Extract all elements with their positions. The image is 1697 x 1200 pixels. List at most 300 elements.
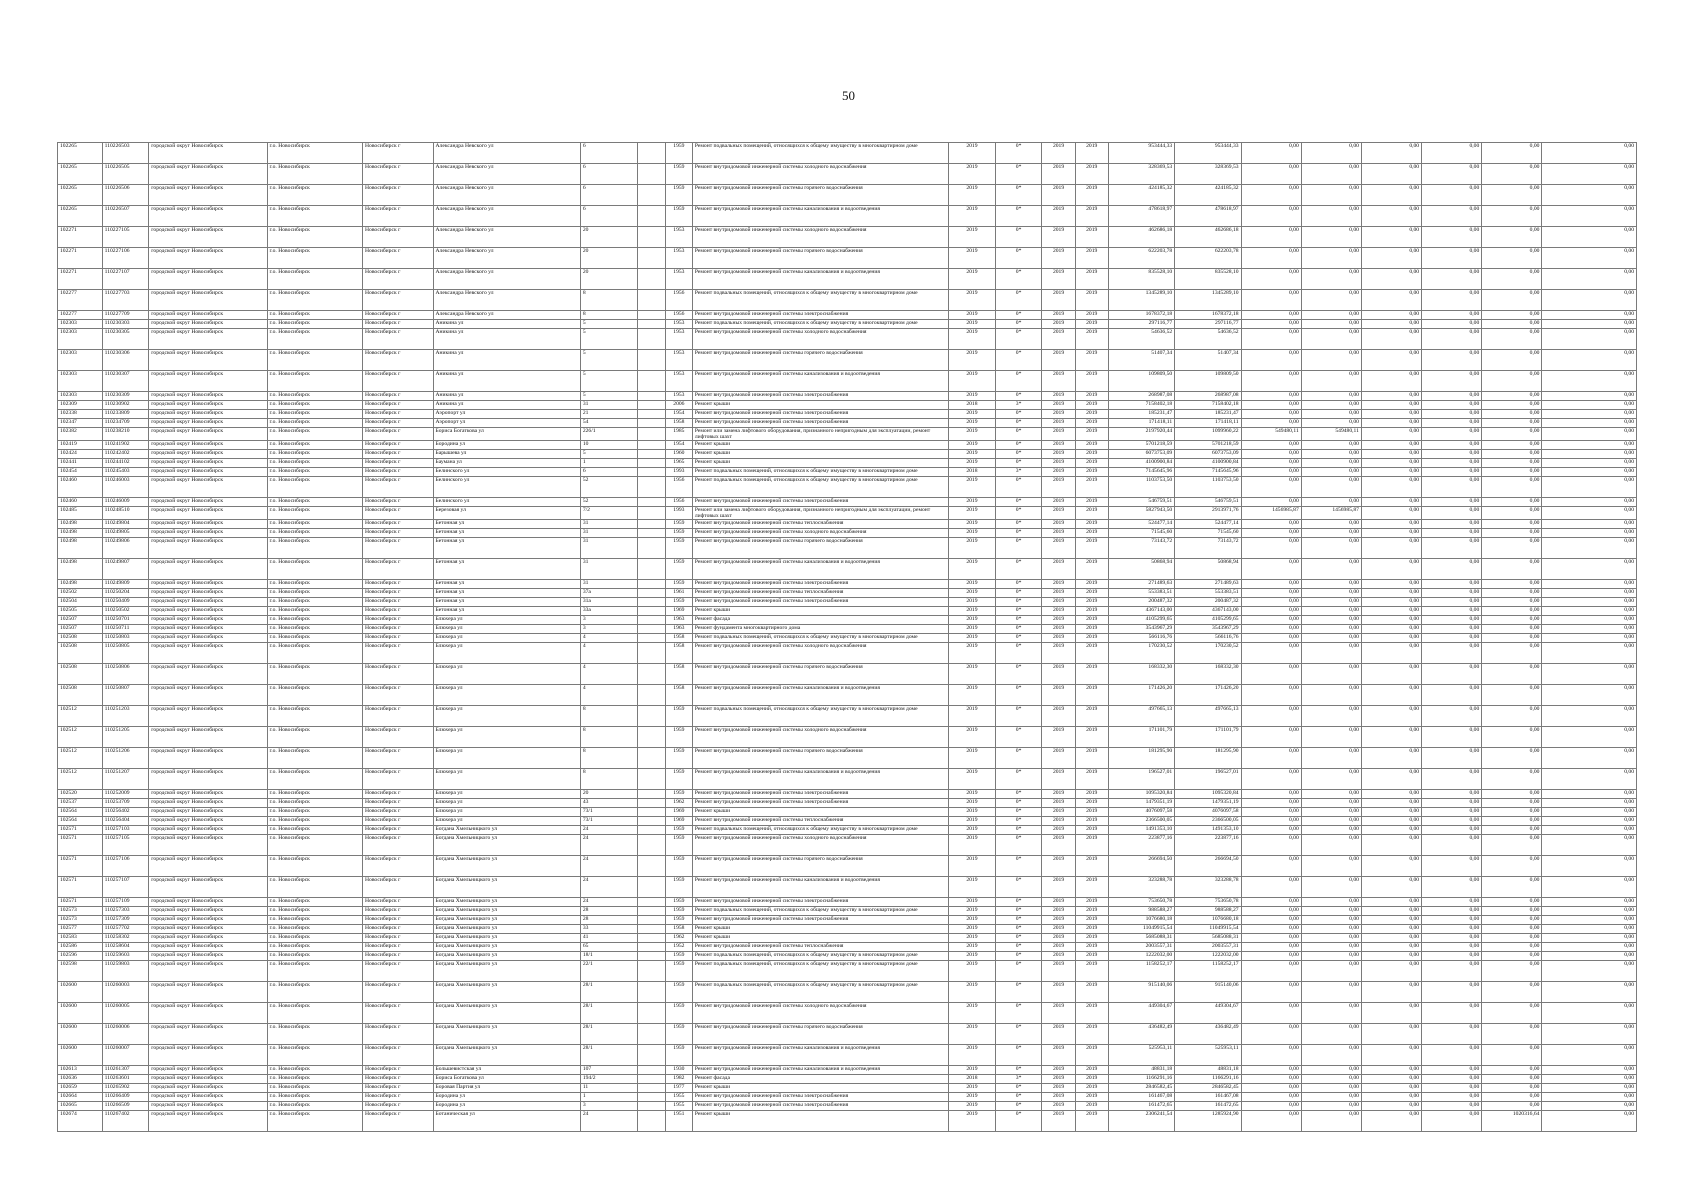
federal-cell: 0,00 bbox=[1241, 817, 1301, 826]
locality-cell: Новосибирск г bbox=[362, 164, 433, 185]
work-id: 110250502 bbox=[102, 607, 149, 616]
locality-cell: Новосибирск г bbox=[362, 817, 433, 826]
locality-cell: Новосибирск г bbox=[362, 580, 433, 589]
locality-cell: Новосибирск г bbox=[362, 727, 433, 748]
work-type-cell: Ремонт внутридомовой инженерной системы горячего водоснабжения bbox=[692, 350, 948, 371]
house-number-cell: 24 bbox=[580, 1111, 637, 1132]
locality-cell: Новосибирск г bbox=[362, 664, 433, 685]
start-year-cell: 2019 bbox=[1042, 580, 1075, 589]
plan-year-cell: 2019 bbox=[949, 952, 996, 961]
letter-cell bbox=[637, 538, 665, 559]
locality-cell: Новосибирск г bbox=[362, 419, 433, 428]
total-cost-cell: 424185,32 bbox=[1108, 185, 1174, 206]
street-cell: Бориса Богаткова ул bbox=[433, 428, 580, 441]
work-id: 110257303 bbox=[102, 907, 149, 916]
code-cell: 0* bbox=[995, 290, 1042, 311]
regional-fund-cell: 7158402,18 bbox=[1175, 401, 1241, 410]
house-id: 102460 bbox=[58, 477, 103, 498]
federal-cell: 0,00 bbox=[1241, 206, 1301, 227]
work-type-cell: Ремонт внутридомовой инженерной системы холодного водоснабжения bbox=[692, 1003, 948, 1024]
regional-fund-cell: 3543967,29 bbox=[1175, 625, 1241, 634]
start-year-cell: 2019 bbox=[1042, 934, 1075, 943]
letter-cell bbox=[637, 580, 665, 589]
district-cell: г.о. Новосибирск bbox=[267, 925, 362, 934]
end-year-cell: 2019 bbox=[1075, 925, 1108, 934]
owners-cell: 0,00 bbox=[1422, 320, 1482, 329]
regional-fund-cell: 4367143,00 bbox=[1175, 607, 1241, 616]
repair-schedule-table bbox=[57, 142, 1637, 1132]
build-year-cell: 1956 bbox=[665, 290, 692, 311]
start-year-cell: 2019 bbox=[1042, 643, 1075, 664]
total-cost-cell: 1095320,84 bbox=[1108, 790, 1174, 799]
letter-cell bbox=[637, 320, 665, 329]
extra-cell: 0,00 bbox=[1542, 320, 1637, 329]
federal-cell: 0,00 bbox=[1241, 1102, 1301, 1111]
other-cell: 0,00 bbox=[1482, 856, 1542, 877]
district-cell: г.о. Новосибирск bbox=[267, 248, 362, 269]
region-cell: 0,00 bbox=[1301, 934, 1361, 943]
code-cell: 3* bbox=[995, 1075, 1042, 1084]
street-cell: Александра Невского ул bbox=[433, 290, 580, 311]
house-number-cell: 20 bbox=[580, 248, 637, 269]
start-year-cell: 2019 bbox=[1042, 925, 1075, 934]
build-year-cell: 1959 bbox=[665, 598, 692, 607]
plan-year-cell: 2019 bbox=[949, 748, 996, 769]
letter-cell bbox=[637, 685, 665, 706]
total-cost-cell: 50868,94 bbox=[1108, 559, 1174, 580]
municipality-cell: городской округ Новосибирск bbox=[149, 401, 267, 410]
owners-cell: 0,00 bbox=[1422, 817, 1482, 826]
plan-year-cell: 2019 bbox=[949, 164, 996, 185]
build-year-cell: 1959 bbox=[665, 790, 692, 799]
letter-cell bbox=[637, 748, 665, 769]
house-id: 102665 bbox=[58, 1102, 103, 1111]
local-cell: 0,00 bbox=[1361, 877, 1421, 898]
code-cell: 0* bbox=[995, 934, 1042, 943]
page-number: 50 bbox=[842, 88, 855, 103]
regional-fund-cell: 5701218,59 bbox=[1175, 441, 1241, 450]
district-cell: г.о. Новосибирск bbox=[267, 410, 362, 419]
house-id: 102441 bbox=[58, 459, 103, 468]
locality-cell: Новосибирск г bbox=[362, 748, 433, 769]
street-cell: Блюхера ул bbox=[433, 664, 580, 685]
federal-cell: 0,00 bbox=[1241, 401, 1301, 410]
local-cell: 0,00 bbox=[1361, 1024, 1421, 1045]
region-cell: 0,00 bbox=[1301, 269, 1361, 290]
table-row bbox=[58, 206, 1637, 227]
plan-year-cell: 2019 bbox=[949, 835, 996, 856]
end-year-cell: 2019 bbox=[1075, 808, 1108, 817]
work-id: 110256404 bbox=[102, 817, 149, 826]
table-row bbox=[58, 371, 1637, 392]
municipality-cell: городской округ Новосибирск bbox=[149, 580, 267, 589]
federal-cell: 0,00 bbox=[1241, 643, 1301, 664]
plan-year-cell: 2019 bbox=[949, 410, 996, 419]
work-id: 110252009 bbox=[102, 790, 149, 799]
house-number-cell: 3 bbox=[580, 625, 637, 634]
table-row bbox=[58, 1024, 1637, 1045]
region-cell: 0,00 bbox=[1301, 248, 1361, 269]
total-cost-cell: 2306241,54 bbox=[1108, 1111, 1174, 1132]
locality-cell: Новосибирск г bbox=[362, 507, 433, 520]
local-cell: 0,00 bbox=[1361, 790, 1421, 799]
region-cell: 0,00 bbox=[1301, 459, 1361, 468]
owners-cell: 0,00 bbox=[1422, 664, 1482, 685]
house-number-cell: 73/1 bbox=[580, 808, 637, 817]
extra-cell: 0,00 bbox=[1542, 428, 1637, 441]
house-id: 102571 bbox=[58, 877, 103, 898]
start-year-cell: 2019 bbox=[1042, 982, 1075, 1003]
extra-cell: 0,00 bbox=[1542, 164, 1637, 185]
owners-cell: 0,00 bbox=[1422, 520, 1482, 529]
other-cell: 0,00 bbox=[1482, 371, 1542, 392]
build-year-cell: 1959 bbox=[665, 952, 692, 961]
local-cell: 0,00 bbox=[1361, 835, 1421, 856]
total-cost-cell: 2366500,05 bbox=[1108, 817, 1174, 826]
work-id: 110226503 bbox=[102, 143, 149, 164]
other-cell: 0,00 bbox=[1482, 685, 1542, 706]
end-year-cell: 2019 bbox=[1075, 685, 1108, 706]
house-number-cell: 1 bbox=[580, 1093, 637, 1102]
work-id: 110259803 bbox=[102, 961, 149, 982]
federal-cell: 0,00 bbox=[1241, 1084, 1301, 1093]
locality-cell: Новосибирск г bbox=[362, 826, 433, 835]
other-cell: 0,00 bbox=[1482, 450, 1542, 459]
build-year-cell: 1958 bbox=[665, 634, 692, 643]
plan-year-cell: 2019 bbox=[949, 925, 996, 934]
owners-cell: 0,00 bbox=[1422, 477, 1482, 498]
federal-cell: 0,00 bbox=[1241, 450, 1301, 459]
start-year-cell: 2019 bbox=[1042, 769, 1075, 790]
house-id: 102600 bbox=[58, 982, 103, 1003]
work-type-cell: Ремонт фундамента многоквартирного дома bbox=[692, 625, 948, 634]
start-year-cell: 2019 bbox=[1042, 598, 1075, 607]
federal-cell: 0,00 bbox=[1241, 410, 1301, 419]
house-number-cell: 4 bbox=[580, 643, 637, 664]
table-row bbox=[58, 392, 1637, 401]
regional-fund-cell: 161467,08 bbox=[1175, 1093, 1241, 1102]
code-cell: 0* bbox=[995, 808, 1042, 817]
municipality-cell: городской округ Новосибирск bbox=[149, 1111, 267, 1132]
regional-fund-cell: 1158252,17 bbox=[1175, 961, 1241, 982]
other-cell: 0,00 bbox=[1482, 1045, 1542, 1066]
region-cell: 0,00 bbox=[1301, 952, 1361, 961]
plan-year-cell: 2019 bbox=[949, 371, 996, 392]
build-year-cell: 1956 bbox=[665, 498, 692, 507]
house-number-cell: 31 bbox=[580, 580, 637, 589]
total-cost-cell: 497665,13 bbox=[1108, 706, 1174, 727]
district-cell: г.о. Новосибирск bbox=[267, 898, 362, 907]
other-cell: 0,00 bbox=[1482, 598, 1542, 607]
region-cell: 0,00 bbox=[1301, 634, 1361, 643]
federal-cell: 0,00 bbox=[1241, 826, 1301, 835]
table-row bbox=[58, 769, 1637, 790]
municipality-cell: городской округ Новосибирск bbox=[149, 185, 267, 206]
house-id: 102564 bbox=[58, 808, 103, 817]
federal-cell: 0,00 bbox=[1241, 589, 1301, 598]
region-cell: 0,00 bbox=[1301, 982, 1361, 1003]
table-row bbox=[58, 450, 1637, 459]
other-cell: 0,00 bbox=[1482, 428, 1542, 441]
build-year-cell: 1959 bbox=[665, 898, 692, 907]
letter-cell bbox=[637, 428, 665, 441]
total-cost-cell: 1166291,16 bbox=[1108, 1075, 1174, 1084]
federal-cell: 549480,11 bbox=[1241, 428, 1301, 441]
extra-cell: 0,00 bbox=[1542, 350, 1637, 371]
street-cell: Белинского ул bbox=[433, 477, 580, 498]
build-year-cell: 1953 bbox=[665, 392, 692, 401]
code-cell: 0* bbox=[995, 1024, 1042, 1045]
region-cell: 0,00 bbox=[1301, 799, 1361, 808]
letter-cell bbox=[637, 835, 665, 856]
letter-cell bbox=[637, 898, 665, 907]
regional-fund-cell: 168332,30 bbox=[1175, 664, 1241, 685]
house-id: 102573 bbox=[58, 907, 103, 916]
house-number-cell: 4 bbox=[580, 634, 637, 643]
owners-cell: 0,00 bbox=[1422, 616, 1482, 625]
total-cost-cell: 11049915,54 bbox=[1108, 925, 1174, 934]
municipality-cell: городской округ Новосибирск bbox=[149, 290, 267, 311]
owners-cell: 0,00 bbox=[1422, 634, 1482, 643]
total-cost-cell: 525953,11 bbox=[1108, 1045, 1174, 1066]
start-year-cell: 2019 bbox=[1042, 428, 1075, 441]
total-cost-cell: 436482,49 bbox=[1108, 1024, 1174, 1045]
plan-year-cell: 2019 bbox=[949, 227, 996, 248]
table-row bbox=[58, 1045, 1637, 1066]
owners-cell: 0,00 bbox=[1422, 1024, 1482, 1045]
local-cell: 0,00 bbox=[1361, 227, 1421, 248]
federal-cell: 0,00 bbox=[1241, 269, 1301, 290]
end-year-cell: 2019 bbox=[1075, 799, 1108, 808]
work-type-cell: Ремонт внутридомовой инженерной системы теплоснабжения bbox=[692, 520, 948, 529]
house-number-cell: 24 bbox=[580, 877, 637, 898]
district-cell: г.о. Новосибирск bbox=[267, 748, 362, 769]
total-cost-cell: 1345289,10 bbox=[1108, 290, 1174, 311]
district-cell: г.о. Новосибирск bbox=[267, 538, 362, 559]
federal-cell: 0,00 bbox=[1241, 982, 1301, 1003]
letter-cell bbox=[637, 401, 665, 410]
start-year-cell: 2019 bbox=[1042, 559, 1075, 580]
letter-cell bbox=[637, 477, 665, 498]
total-cost-cell: 622203,78 bbox=[1108, 248, 1174, 269]
plan-year-cell: 2019 bbox=[949, 1066, 996, 1075]
local-cell: 0,00 bbox=[1361, 943, 1421, 952]
start-year-cell: 2019 bbox=[1042, 507, 1075, 520]
house-number-cell: 20 bbox=[580, 269, 637, 290]
other-cell: 0,00 bbox=[1482, 143, 1542, 164]
work-id: 110230303 bbox=[102, 320, 149, 329]
locality-cell: Новосибирск г bbox=[362, 459, 433, 468]
other-cell: 0,00 bbox=[1482, 1075, 1542, 1084]
regional-fund-cell: 2913971,76 bbox=[1175, 507, 1241, 520]
house-id: 102504 bbox=[58, 598, 103, 607]
owners-cell: 0,00 bbox=[1422, 934, 1482, 943]
table-row bbox=[58, 1066, 1637, 1075]
regional-fund-cell: 48831,18 bbox=[1175, 1066, 1241, 1075]
street-cell: Блюхера ул bbox=[433, 706, 580, 727]
letter-cell bbox=[637, 290, 665, 311]
total-cost-cell: 328369,53 bbox=[1108, 164, 1174, 185]
local-cell: 0,00 bbox=[1361, 143, 1421, 164]
local-cell: 0,00 bbox=[1361, 311, 1421, 320]
street-cell: Бетонная ул bbox=[433, 520, 580, 529]
start-year-cell: 2019 bbox=[1042, 607, 1075, 616]
regional-fund-cell: 1166291,16 bbox=[1175, 1075, 1241, 1084]
other-cell: 0,00 bbox=[1482, 727, 1542, 748]
municipality-cell: городской округ Новосибирск bbox=[149, 1024, 267, 1045]
region-cell: 0,00 bbox=[1301, 877, 1361, 898]
street-cell: Александра Невского ул bbox=[433, 269, 580, 290]
owners-cell: 0,00 bbox=[1422, 898, 1482, 907]
locality-cell: Новосибирск г bbox=[362, 706, 433, 727]
work-type-cell: Ремонт подвальных помещений, относящихся к общему имуществу в многоквартирном доме bbox=[692, 982, 948, 1003]
local-cell: 0,00 bbox=[1361, 329, 1421, 350]
district-cell: г.о. Новосибирск bbox=[267, 877, 362, 898]
district-cell: г.о. Новосибирск bbox=[267, 1111, 362, 1132]
district-cell: г.о. Новосибирск bbox=[267, 961, 362, 982]
plan-year-cell: 2019 bbox=[949, 507, 996, 520]
letter-cell bbox=[637, 350, 665, 371]
locality-cell: Новосибирск г bbox=[362, 392, 433, 401]
municipality-cell: городской округ Новосибирск bbox=[149, 428, 267, 441]
extra-cell: 0,00 bbox=[1542, 943, 1637, 952]
locality-cell: Новосибирск г bbox=[362, 468, 433, 477]
letter-cell bbox=[637, 961, 665, 982]
owners-cell: 0,00 bbox=[1422, 529, 1482, 538]
letter-cell bbox=[637, 419, 665, 428]
start-year-cell: 2019 bbox=[1042, 898, 1075, 907]
plan-year-cell: 2019 bbox=[949, 559, 996, 580]
end-year-cell: 2019 bbox=[1075, 371, 1108, 392]
regional-fund-cell: 297116,77 bbox=[1175, 320, 1241, 329]
total-cost-cell: 5685088,31 bbox=[1108, 934, 1174, 943]
other-cell: 0,00 bbox=[1482, 1102, 1542, 1111]
federal-cell: 0,00 bbox=[1241, 559, 1301, 580]
letter-cell bbox=[637, 625, 665, 634]
federal-cell: 0,00 bbox=[1241, 164, 1301, 185]
total-cost-cell: 4100900,84 bbox=[1108, 459, 1174, 468]
end-year-cell: 2019 bbox=[1075, 826, 1108, 835]
end-year-cell: 2019 bbox=[1075, 1093, 1108, 1102]
house-id: 102508 bbox=[58, 634, 103, 643]
house-id: 102508 bbox=[58, 643, 103, 664]
plan-year-cell: 2019 bbox=[949, 248, 996, 269]
house-number-cell: 6 bbox=[580, 206, 637, 227]
end-year-cell: 2019 bbox=[1075, 350, 1108, 371]
start-year-cell: 2019 bbox=[1042, 625, 1075, 634]
other-cell: 0,00 bbox=[1482, 925, 1542, 934]
region-cell: 549480,11 bbox=[1301, 428, 1361, 441]
federal-cell: 0,00 bbox=[1241, 907, 1301, 916]
house-id: 102508 bbox=[58, 664, 103, 685]
house-number-cell: 31 bbox=[580, 559, 637, 580]
district-cell: г.о. Новосибирск bbox=[267, 450, 362, 459]
end-year-cell: 2019 bbox=[1075, 320, 1108, 329]
work-type-cell: Ремонт внутридомовой инженерной системы канализования и водоотведения bbox=[692, 769, 948, 790]
district-cell: г.о. Новосибирск bbox=[267, 685, 362, 706]
code-cell: 0* bbox=[995, 1003, 1042, 1024]
start-year-cell: 2019 bbox=[1042, 952, 1075, 961]
municipality-cell: городской округ Новосибирск bbox=[149, 143, 267, 164]
regional-fund-cell: 566116,76 bbox=[1175, 634, 1241, 643]
owners-cell: 0,00 bbox=[1422, 826, 1482, 835]
code-cell: 3* bbox=[995, 401, 1042, 410]
street-cell: Богдана Хмельницкого ул bbox=[433, 826, 580, 835]
start-year-cell: 2019 bbox=[1042, 1003, 1075, 1024]
plan-year-cell: 2019 bbox=[949, 1111, 996, 1132]
extra-cell: 0,00 bbox=[1542, 520, 1637, 529]
work-type-cell: Ремонт подвальных помещений, относящихся к общему имуществу в многоквартирном доме bbox=[692, 634, 948, 643]
house-id: 102277 bbox=[58, 311, 103, 320]
start-year-cell: 2019 bbox=[1042, 1111, 1075, 1132]
district-cell: г.о. Новосибирск bbox=[267, 428, 362, 441]
end-year-cell: 2019 bbox=[1075, 982, 1108, 1003]
other-cell: 0,00 bbox=[1482, 934, 1542, 943]
house-id: 102277 bbox=[58, 290, 103, 311]
local-cell: 0,00 bbox=[1361, 392, 1421, 401]
local-cell: 0,00 bbox=[1361, 401, 1421, 410]
end-year-cell: 2019 bbox=[1075, 329, 1108, 350]
regional-fund-cell: 524477,14 bbox=[1175, 520, 1241, 529]
build-year-cell: 1959 bbox=[665, 826, 692, 835]
code-cell: 0* bbox=[995, 428, 1042, 441]
owners-cell: 0,00 bbox=[1422, 790, 1482, 799]
extra-cell: 0,00 bbox=[1542, 538, 1637, 559]
locality-cell: Новосибирск г bbox=[362, 290, 433, 311]
table-row bbox=[58, 468, 1637, 477]
table-row bbox=[58, 1102, 1637, 1111]
house-number-cell: 6 bbox=[580, 468, 637, 477]
work-type-cell: Ремонт внутридомовой инженерной системы горячего водоснабжения bbox=[692, 748, 948, 769]
extra-cell: 0,00 bbox=[1542, 589, 1637, 598]
house-id: 102382 bbox=[58, 428, 103, 441]
federal-cell: 0,00 bbox=[1241, 311, 1301, 320]
work-type-cell: Ремонт внутридомовой инженерной системы канализования и водоотведения bbox=[692, 877, 948, 898]
owners-cell: 0,00 bbox=[1422, 290, 1482, 311]
street-cell: Бетонная ул bbox=[433, 580, 580, 589]
extra-cell: 0,00 bbox=[1542, 748, 1637, 769]
local-cell: 0,00 bbox=[1361, 507, 1421, 520]
work-id: 110257106 bbox=[102, 856, 149, 877]
extra-cell: 0,00 bbox=[1542, 877, 1637, 898]
table-row bbox=[58, 185, 1637, 206]
region-cell: 0,00 bbox=[1301, 961, 1361, 982]
work-type-cell: Ремонт подвальных помещений, относящихся к общему имуществу в многоквартирном доме bbox=[692, 826, 948, 835]
build-year-cell: 1959 bbox=[665, 856, 692, 877]
locality-cell: Новосибирск г bbox=[362, 1024, 433, 1045]
street-cell: Аникина ул bbox=[433, 371, 580, 392]
work-id: 110226507 bbox=[102, 206, 149, 227]
other-cell: 0,00 bbox=[1482, 350, 1542, 371]
total-cost-cell: 478618,97 bbox=[1108, 206, 1174, 227]
letter-cell bbox=[637, 856, 665, 877]
end-year-cell: 2019 bbox=[1075, 634, 1108, 643]
local-cell: 0,00 bbox=[1361, 1111, 1421, 1132]
owners-cell: 0,00 bbox=[1422, 419, 1482, 428]
locality-cell: Новосибирск г bbox=[362, 961, 433, 982]
extra-cell: 0,00 bbox=[1542, 799, 1637, 808]
letter-cell bbox=[637, 616, 665, 625]
street-cell: Богдана Хмельницкого ул bbox=[433, 916, 580, 925]
work-id: 110245403 bbox=[102, 468, 149, 477]
end-year-cell: 2019 bbox=[1075, 934, 1108, 943]
work-type-cell: Ремонт внутридомовой инженерной системы канализования и водоотведения bbox=[692, 1045, 948, 1066]
locality-cell: Новосибирск г bbox=[362, 1093, 433, 1102]
house-id: 102613 bbox=[58, 1066, 103, 1075]
regional-fund-cell: 171418,11 bbox=[1175, 419, 1241, 428]
federal-cell: 0,00 bbox=[1241, 598, 1301, 607]
municipality-cell: городской округ Новосибирск bbox=[149, 607, 267, 616]
